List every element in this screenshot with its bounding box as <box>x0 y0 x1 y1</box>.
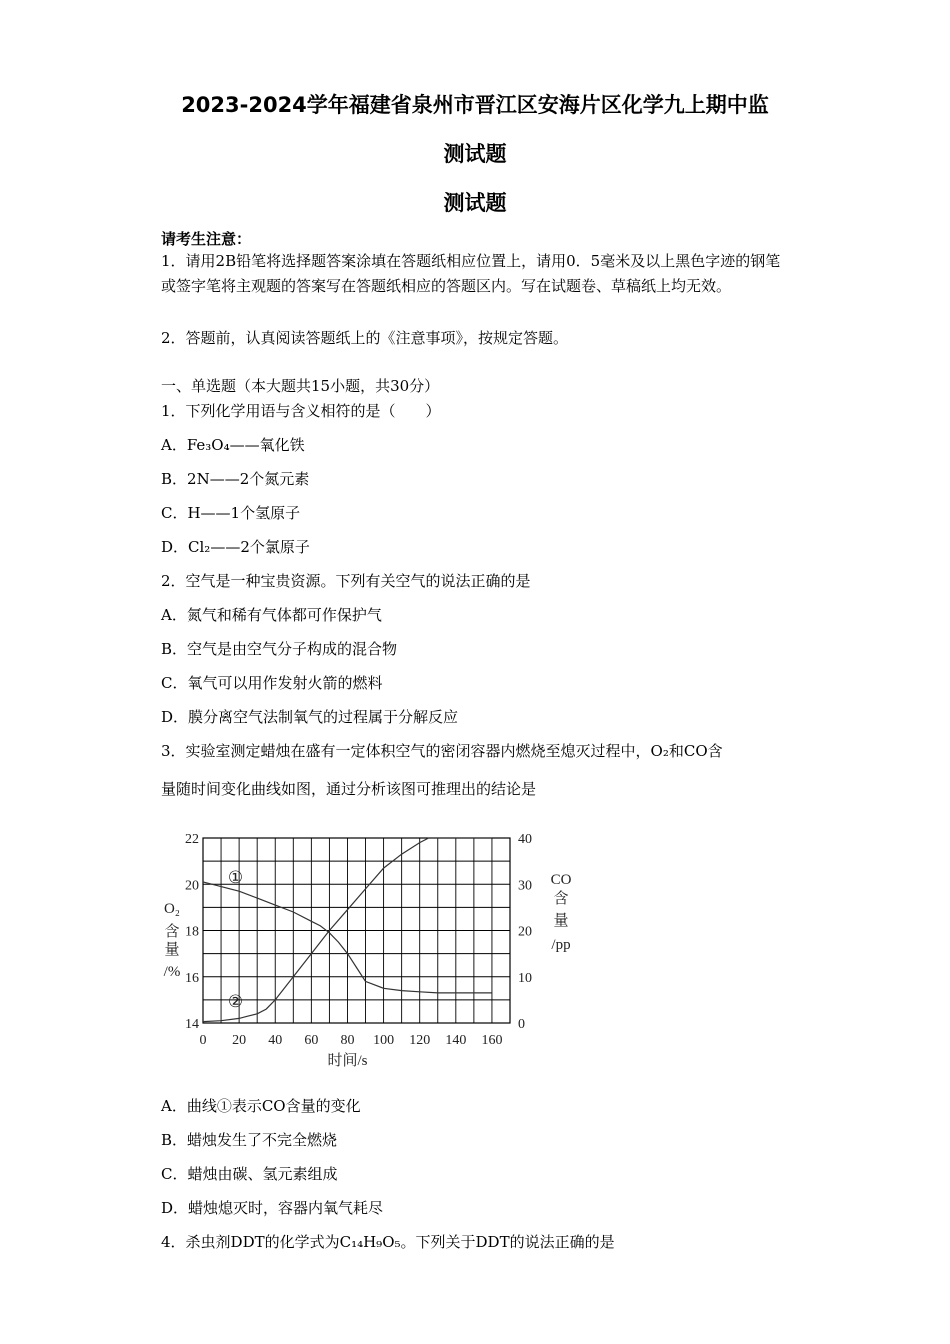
y-right-axis-label: 量 <box>553 913 569 929</box>
x-axis-label: 时间/s <box>327 1053 368 1069</box>
question-1-option-b: B．2N——2个氮元素 <box>161 470 310 488</box>
y-right-axis-label: CO <box>550 872 572 888</box>
o2-co-chart <box>160 825 590 1079</box>
series-label: ① <box>227 868 244 888</box>
chart-svg <box>160 825 590 1075</box>
question-2-option-b: B．空气是由空气分子构成的混合物 <box>161 640 398 658</box>
x-tick-label: 140 <box>445 1033 467 1048</box>
y-right-tick-label: 10 <box>518 970 532 986</box>
question-2-option-c: C．氧气可以用作发射火箭的燃料 <box>161 674 383 692</box>
y-right-tick-label: 20 <box>518 924 532 940</box>
y-left-tick-label: 14 <box>185 1017 199 1032</box>
x-tick-label: 80 <box>340 1033 355 1048</box>
x-tick-label: 100 <box>373 1033 395 1048</box>
page-subtitle: 测试题 <box>443 191 507 215</box>
x-tick-label: 40 <box>268 1033 283 1048</box>
notice-heading: 请考生注意： <box>161 230 252 248</box>
y-left-axis-label: 量 <box>164 942 180 958</box>
question-3-option-c: C．蜡烛由碳、氢元素组成 <box>161 1165 338 1183</box>
y-left-tick-label: 16 <box>185 970 199 986</box>
y-right-axis-label: /pp <box>551 937 571 953</box>
question-1-option-d: D．Cl₂——2个氯原子 <box>161 538 310 556</box>
x-tick-label: 160 <box>481 1033 503 1048</box>
y-left-axis-label: O₂ <box>163 901 181 917</box>
notice-item-1: 1．请用2B铅笔将选择题答案涂填在答题纸相应位置上，请用0．5毫米及以上黑色字迹的钢笔或签字笔将主观题的答案写在答题纸相应的答题区内。写在试题卷、草稿纸上均无效。 <box>161 252 781 295</box>
x-tick-label: 20 <box>232 1033 247 1048</box>
notice-item-2: 2．答题前，认真阅读答题纸上的《注意事项》，按规定答题。 <box>161 329 569 347</box>
question-1-option-c: C．H——1个氢原子 <box>161 504 301 522</box>
question-3-option-d: D．蜡烛熄灭时，容器内氧气耗尽 <box>161 1199 384 1217</box>
page-title-continued: 测试题 <box>443 142 507 166</box>
question-1-stem: 1．下列化学用语与含义相符的是（ ） <box>161 402 441 420</box>
y-right-tick-label: 30 <box>518 878 532 894</box>
question-3-stem-line1: 3．实验室测定蜡烛在盛有一定体积空气的密闭容器内燃烧至熄灭过程中，O₂和CO含 <box>161 742 723 760</box>
x-tick-label: 120 <box>409 1033 431 1048</box>
question-3-stem-line2: 量随时间变化曲线如图，通过分析该图可推理出的结论是 <box>161 780 537 798</box>
page-title: 2023-2024学年福建省泉州市晋江区安海片区化学九上期中监 <box>181 93 769 117</box>
question-4-stem: 4．杀虫剂DDT的化学式为C₁₄H₉O₅。下列关于DDT的说法正确的是 <box>161 1233 615 1251</box>
y-left-tick-label: 20 <box>185 878 199 894</box>
y-left-axis-label: 含 <box>164 924 180 940</box>
x-tick-label: 0 <box>199 1033 207 1048</box>
question-2-option-d: D．膜分离空气法制氧气的过程属于分解反应 <box>161 708 459 726</box>
series-label: ② <box>227 991 244 1011</box>
question-2-stem: 2．空气是一种宝贵资源。下列有关空气的说法正确的是 <box>161 572 531 590</box>
question-3-option-a: A．曲线①表示CO含量的变化 <box>161 1097 361 1115</box>
y-right-tick-label: 0 <box>518 1017 525 1032</box>
y-right-tick-label: 40 <box>518 832 532 847</box>
question-1-option-a: A．Fe₃O₄——氧化铁 <box>161 436 305 454</box>
y-left-axis-label: /% <box>163 964 181 980</box>
question-2-option-a: A．氮气和稀有气体都可作保护气 <box>161 606 382 624</box>
y-left-tick-label: 22 <box>185 832 199 847</box>
section-heading: 一、单选题（本大题共15小题，共30分） <box>161 377 440 395</box>
question-3-option-b: B．蜡烛发生了不完全燃烧 <box>161 1131 338 1149</box>
y-right-axis-label: 含 <box>553 891 569 907</box>
x-tick-label: 60 <box>304 1033 319 1048</box>
y-left-tick-label: 18 <box>185 924 199 940</box>
